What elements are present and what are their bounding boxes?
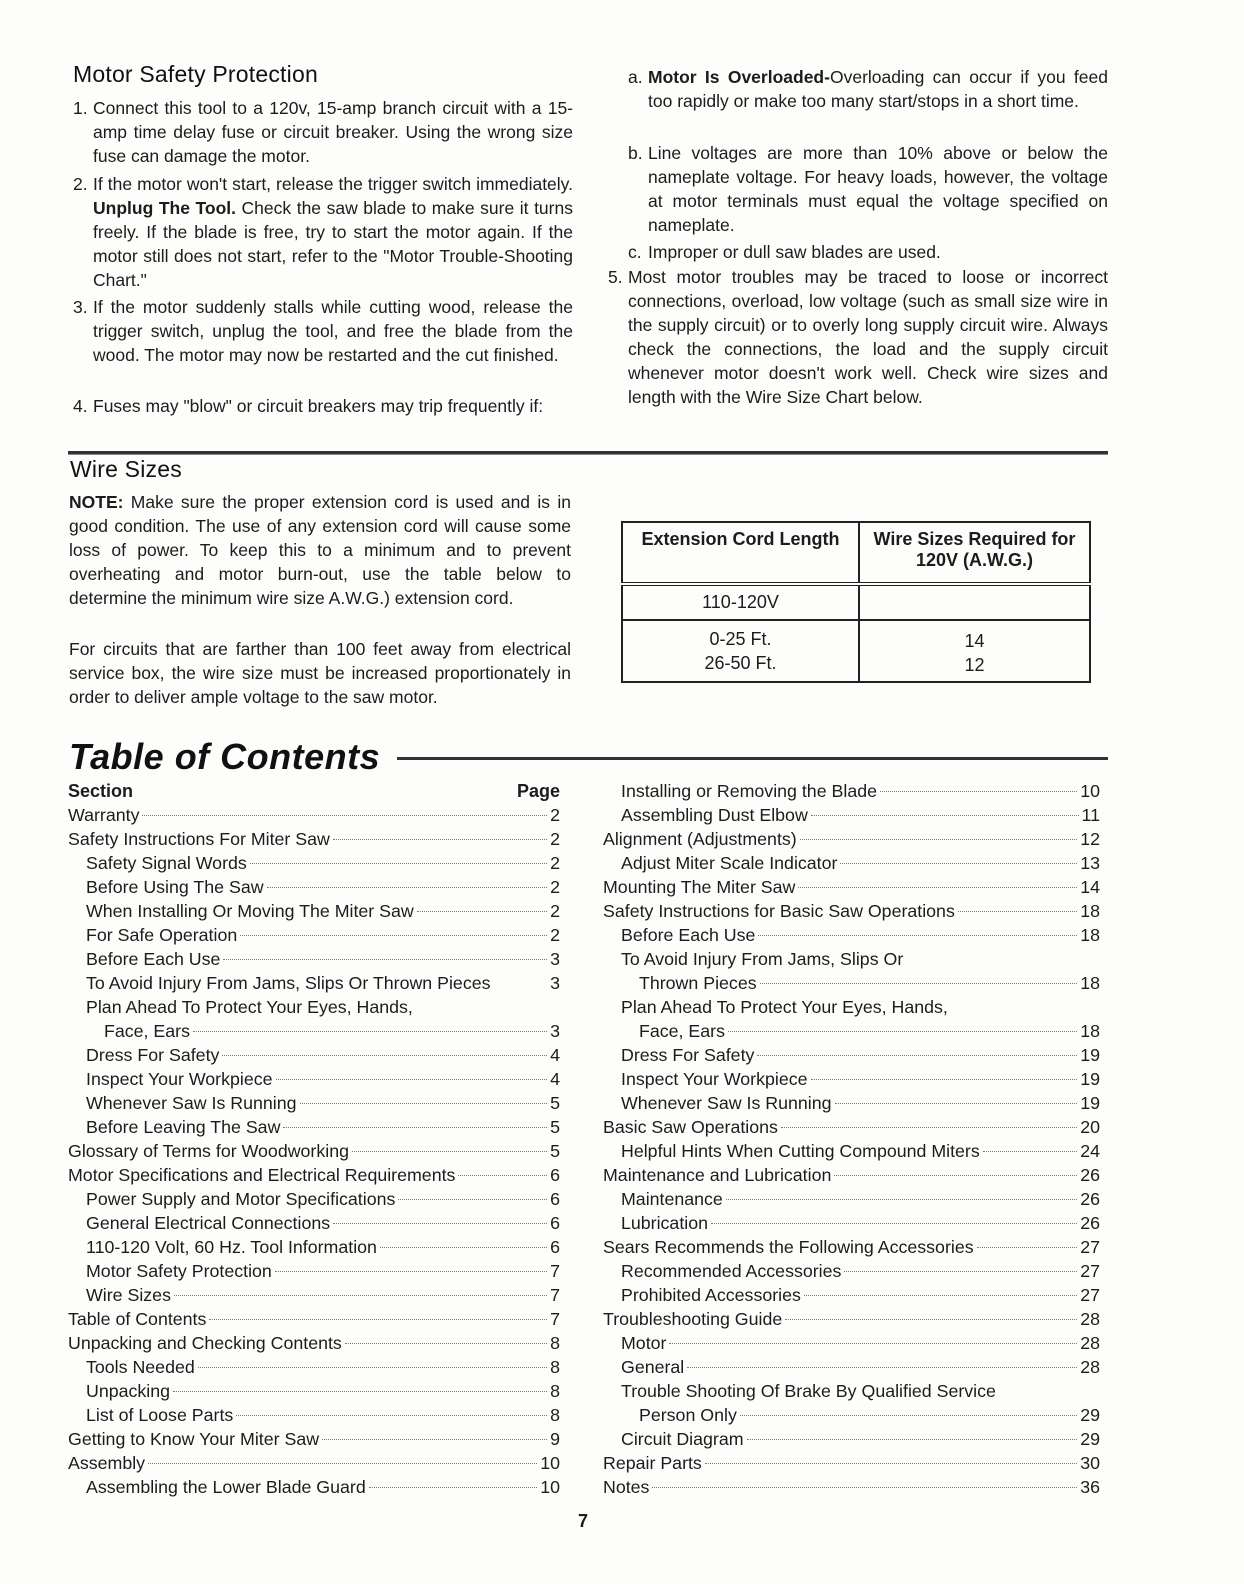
toc-entry-page: 8 <box>550 1357 560 1377</box>
toc-entry-page: 19 <box>1080 1069 1100 1089</box>
item-number: b. <box>628 143 643 163</box>
toc-entry-page: 12 <box>1080 829 1100 849</box>
toc-entry-page: 2 <box>550 805 560 825</box>
section-divider <box>68 451 1108 455</box>
toc-leader-dots <box>300 1103 548 1104</box>
toc-leader-dots <box>977 1247 1078 1248</box>
toc-right-list <box>603 779 1100 1499</box>
toc-entry-title: To Avoid Injury From Jams, Slips Or Thrown Pieces <box>86 973 491 993</box>
toc-entry <box>68 851 560 875</box>
toc-entry-page: 10 <box>540 1453 560 1473</box>
toc-leader-dots <box>958 911 1077 912</box>
toc-entry-page: 4 <box>550 1069 560 1089</box>
toc-entry-title: Assembling the Lower Blade Guard <box>86 1477 366 1497</box>
toc-entry-title: Unpacking and Checking Contents <box>68 1333 342 1353</box>
toc-entry-page: 24 <box>1080 1141 1100 1161</box>
motor-safety-sub-b <box>628 141 1108 237</box>
toc-leader-dots <box>193 1031 547 1032</box>
toc-entry <box>68 1283 560 1307</box>
toc-entry-title: Helpful Hints When Cutting Compound Miters <box>621 1141 980 1161</box>
table-cell: 14 <box>964 631 985 651</box>
toc-entry-title: Inspect Your Workpiece <box>86 1069 273 1089</box>
item-text: If the motor won't start, release the trigger switch immediately. <box>93 174 573 194</box>
toc-entry-page: 10 <box>540 1477 560 1497</box>
toc-entry-page: 27 <box>1080 1237 1100 1257</box>
toc-entry <box>68 1475 560 1499</box>
toc-entry-page: 3 <box>550 1021 560 1041</box>
toc-left-list <box>68 803 560 1499</box>
toc-leader-dots <box>747 1439 1078 1440</box>
toc-entry-title: Trouble Shooting Of Brake By Qualified Service <box>621 1381 996 1401</box>
toc-entry-title: Whenever Saw Is Running <box>86 1093 297 1113</box>
toc-leader-dots <box>209 1319 547 1320</box>
toc-entry-page: 9 <box>550 1429 560 1449</box>
motor-safety-item-5 <box>608 265 1108 409</box>
item-number: 1. <box>73 98 88 118</box>
item-text: Check the saw blade to make sure it turns freely. If the blade is free, try to start the motor again. If the motor still does not start, refer to the "Motor Trouble-Shooting Chart." <box>93 198 573 290</box>
toc-title-rule <box>397 757 1108 760</box>
col-header-wire-size: Wire Sizes Required for 120V (A.W.G.) <box>859 522 1090 584</box>
toc-leader-dots <box>174 1295 547 1296</box>
table-cell: 12 <box>964 655 985 675</box>
toc-leader-dots <box>785 1319 1077 1320</box>
toc-leader-dots <box>880 791 1077 792</box>
motor-safety-item-3 <box>73 295 573 367</box>
toc-entry-page: 28 <box>1080 1357 1100 1377</box>
toc-entry <box>68 1451 560 1475</box>
toc-entry-title: Tools Needed <box>86 1357 195 1377</box>
toc-entry-page: 6 <box>550 1189 560 1209</box>
toc-entry-title: Sears Recommends the Following Accessories <box>603 1237 974 1257</box>
toc-leader-dots <box>811 815 1079 816</box>
page-number: 7 <box>578 1511 589 1531</box>
toc-entry-page: 3 <box>550 949 560 969</box>
toc-entry-title: Inspect Your Workpiece <box>621 1069 808 1089</box>
toc-entry <box>603 1427 1100 1451</box>
toc-leader-dots <box>380 1247 547 1248</box>
toc-entry-title: Circuit Diagram <box>621 1429 744 1449</box>
toc-leader-dots <box>669 1343 1077 1344</box>
motor-safety-sub-a <box>628 65 1108 113</box>
toc-entry <box>603 1091 1100 1115</box>
motor-safety-item-1 <box>73 96 573 168</box>
toc-entry-title: Power Supply and Motor Specifications <box>86 1189 396 1209</box>
toc-entry <box>603 1115 1100 1139</box>
toc-leader-dots <box>728 1031 1077 1032</box>
toc-entry-page: 18 <box>1080 901 1100 921</box>
toc-entry-page: 2 <box>550 925 560 945</box>
voltage-row-empty <box>859 584 1090 620</box>
toc-entry <box>603 1067 1100 1091</box>
voltage-row-label: 110-120V <box>622 584 859 620</box>
toc-entry-title: Table of Contents <box>68 1309 207 1329</box>
toc-entry-title: Maintenance and Lubrication <box>603 1165 832 1185</box>
toc-entry-title: Repair Parts <box>603 1453 702 1473</box>
toc-leader-dots <box>148 1463 537 1464</box>
toc-leader-dots <box>345 1343 547 1344</box>
toc-leader-dots <box>142 815 547 816</box>
toc-entry-title: Notes <box>603 1477 650 1497</box>
item-text: Connect this tool to a 120v, 15-amp branch circuit with a 15-amp time delay fuse or circuit breaker. Using the wrong size fuse can damage the motor. <box>93 98 573 166</box>
toc-entry <box>603 1475 1100 1499</box>
toc-leader-dots <box>236 1415 547 1416</box>
toc-entry-page: 29 <box>1080 1429 1100 1449</box>
toc-entry-title: Plan Ahead To Protect Your Eyes, Hands, <box>621 997 948 1017</box>
toc-leader-dots <box>275 1271 547 1272</box>
toc-entry <box>68 1115 560 1139</box>
toc-entry-page: 19 <box>1080 1045 1100 1065</box>
toc-entry <box>68 1427 560 1451</box>
toc-entry <box>603 1211 1100 1235</box>
toc-entry <box>68 1307 560 1331</box>
toc-entry-page: 6 <box>550 1237 560 1257</box>
toc-right-column <box>603 779 1100 1499</box>
toc-leader-dots <box>811 1079 1078 1080</box>
toc-title: Table of Contents <box>69 736 381 777</box>
toc-entry-page: 14 <box>1080 877 1100 897</box>
toc-entry-title: Safety Signal Words <box>86 853 247 873</box>
toc-leader-dots <box>687 1367 1077 1368</box>
toc-leader-dots <box>652 1487 1077 1488</box>
toc-entry-page: 18 <box>1080 925 1100 945</box>
motor-safety-item-2 <box>73 172 573 292</box>
item-number: c. <box>628 242 642 262</box>
toc-entry-page: 26 <box>1080 1165 1100 1185</box>
size-values <box>859 620 1090 682</box>
toc-leader-dots <box>798 887 1077 888</box>
toc-leader-dots <box>758 935 1077 936</box>
toc-entry <box>68 995 560 1019</box>
wire-sizes-paragraph: For circuits that are farther than 100 feet away from electrical service box, the wire size must be increased proportionately in order to deliver ample voltage to the saw motor. <box>69 639 571 707</box>
toc-entry-title: Plan Ahead To Protect Your Eyes, Hands, <box>86 997 413 1017</box>
toc-entry-page: 13 <box>1080 853 1100 873</box>
toc-leader-dots <box>267 887 548 888</box>
toc-entry-page: 5 <box>550 1141 560 1161</box>
toc-entry <box>603 827 1100 851</box>
toc-entry <box>603 1307 1100 1331</box>
toc-leader-dots <box>711 1223 1077 1224</box>
table-cell: 26-50 Ft. <box>704 653 777 673</box>
toc-entry <box>68 1235 560 1259</box>
toc-entry <box>68 971 560 995</box>
toc-entry <box>603 1187 1100 1211</box>
toc-entry-title: Person Only <box>639 1405 737 1425</box>
toc-entry-page: 18 <box>1080 973 1100 993</box>
toc-entry <box>68 1331 560 1355</box>
toc-entry-title: Whenever Saw Is Running <box>621 1093 832 1113</box>
item-text: Line voltages are more than 10% above or below the nameplate voltage. For heavy loads, however, the voltage at motor terminals must equal the voltage specified on nameplate. <box>648 143 1108 235</box>
toc-entry-title: Safety Instructions For Miter Saw <box>68 829 330 849</box>
toc-entry-title: Assembling Dust Elbow <box>621 805 808 825</box>
toc-entry <box>603 1043 1100 1067</box>
toc-leader-dots <box>333 839 547 840</box>
motor-safety-heading: Motor Safety Protection <box>73 61 318 87</box>
toc-entry-title: Maintenance <box>621 1189 723 1209</box>
toc-entry <box>603 851 1100 875</box>
toc-entry-page: 7 <box>550 1285 560 1305</box>
toc-entry-title: Face, Ears <box>104 1021 190 1041</box>
toc-entry-page: 26 <box>1080 1213 1100 1233</box>
toc-entry <box>68 1091 560 1115</box>
motor-safety-sub-c <box>628 240 1108 264</box>
toc-entry-page: 11 <box>1081 805 1100 825</box>
toc-entry <box>603 1235 1100 1259</box>
toc-leader-dots <box>804 1295 1077 1296</box>
item-number: 2. <box>73 174 88 194</box>
toc-entry-title: Safety Instructions for Basic Saw Operations <box>603 901 955 921</box>
toc-entry-page: 7 <box>550 1309 560 1329</box>
toc-entry-title: To Avoid Injury From Jams, Slips Or <box>621 949 904 969</box>
toc-entry-page: 36 <box>1080 1477 1100 1497</box>
toc-entry-title: Wire Sizes <box>86 1285 171 1305</box>
toc-entry <box>68 827 560 851</box>
toc-entry <box>603 995 1100 1019</box>
toc-leader-dots <box>240 935 547 936</box>
toc-entry-page: 5 <box>550 1093 560 1113</box>
toc-entry-page: 8 <box>550 1333 560 1353</box>
item-text: Overloading can occur if you feed too rapidly or make too many start/stops in a short time. <box>648 67 1108 111</box>
item-text: If the motor suddenly stalls while cutting wood, release the trigger switch, unplug the tool, and free the blade from the wood. The motor may now be restarted and the cut finished. <box>93 297 573 365</box>
toc-column-header <box>68 779 560 803</box>
toc-entry-title: Basic Saw Operations <box>603 1117 778 1137</box>
toc-entry-title: Troubleshooting Guide <box>603 1309 783 1329</box>
toc-entry-title: Mounting The Miter Saw <box>603 877 796 897</box>
motor-safety-item-4 <box>73 394 573 418</box>
toc-leader-dots <box>223 959 547 960</box>
toc-leader-dots <box>740 1415 1077 1416</box>
toc-entry-title: Motor Specifications and Electrical Requirements <box>68 1165 456 1185</box>
toc-entry-page: 18 <box>1080 1021 1100 1041</box>
item-number: 5. <box>608 267 623 287</box>
toc-entry-title: For Safe Operation <box>86 925 238 945</box>
length-values <box>622 620 859 682</box>
toc-left-column <box>68 779 560 1499</box>
item-bold-text: Motor Is Overloaded- <box>648 67 830 87</box>
toc-entry <box>603 971 1100 995</box>
toc-entry-page: 6 <box>550 1165 560 1185</box>
toc-leader-dots <box>983 1151 1077 1152</box>
toc-entry-title: Before Each Use <box>86 949 221 969</box>
toc-entry-page: 2 <box>550 901 560 921</box>
toc-entry-page: 19 <box>1080 1093 1100 1113</box>
toc-leader-dots <box>352 1151 547 1152</box>
toc-entry <box>68 1211 560 1235</box>
toc-entry <box>68 1163 560 1187</box>
toc-entry <box>603 779 1100 803</box>
toc-entry-page: 28 <box>1080 1309 1100 1329</box>
toc-entry-title: List of Loose Parts <box>86 1405 234 1425</box>
toc-section-label: Section <box>68 781 134 801</box>
toc-entry <box>603 947 1100 971</box>
wire-sizes-note <box>69 490 571 610</box>
toc-entry <box>603 923 1100 947</box>
toc-entry-title: Before Leaving The Saw <box>86 1117 281 1137</box>
toc-entry <box>68 947 560 971</box>
toc-entry-page: 2 <box>550 829 560 849</box>
toc-entry-page: 29 <box>1080 1405 1100 1425</box>
toc-entry <box>603 1139 1100 1163</box>
toc-entry-page: 2 <box>550 877 560 897</box>
toc-entry <box>603 1259 1100 1283</box>
toc-leader-dots <box>834 1175 1077 1176</box>
toc-entry-page: 4 <box>550 1045 560 1065</box>
toc-entry-title: Dress For Safety <box>621 1045 755 1065</box>
toc-entry <box>68 923 560 947</box>
wire-sizes-heading: Wire Sizes <box>70 456 182 482</box>
wire-size-table <box>621 521 1091 683</box>
toc-entry <box>68 1403 560 1427</box>
item-number: a. <box>628 67 643 87</box>
toc-leader-dots <box>276 1079 548 1080</box>
toc-entry <box>68 1139 560 1163</box>
toc-leader-dots <box>222 1055 547 1056</box>
note-label: NOTE: <box>69 492 124 512</box>
toc-entry <box>68 803 560 827</box>
toc-entry-title: Adjust Miter Scale Indicator <box>621 853 838 873</box>
toc-entry-title: Glossary of Terms for Woodworking <box>68 1141 349 1161</box>
toc-entry-title: Warranty <box>68 805 140 825</box>
toc-entry-title: Getting to Know Your Miter Saw <box>68 1429 320 1449</box>
item-text: Fuses may "blow" or circuit breakers may trip frequently if: <box>93 396 544 416</box>
toc-leader-dots <box>458 1175 547 1176</box>
toc-entry-title: Unpacking <box>86 1381 171 1401</box>
toc-entry-page: 30 <box>1080 1453 1100 1473</box>
toc-entry <box>603 803 1100 827</box>
toc-entry <box>68 1355 560 1379</box>
toc-leader-dots <box>840 863 1077 864</box>
item-text: Most motor troubles may be traced to loose or incorrect connections, overload, low voltage (such as small size wire in the supply circuit) or to overly long supply circuit wire. Always check the connections, the load and the supply circuit whenever motor doesn't work well. Check wire sizes and length with the Wire Size Chart below. <box>628 267 1108 407</box>
toc-entry-title: Before Each Use <box>621 925 756 945</box>
toc-entry-title: Thrown Pieces <box>639 973 757 993</box>
toc-entry-title: Motor Safety Protection <box>86 1261 272 1281</box>
toc-leader-dots <box>173 1391 547 1392</box>
toc-entry-title: Dress For Safety <box>86 1045 220 1065</box>
toc-entry <box>68 1043 560 1067</box>
note-text: Make sure the proper extension cord is used and is in good condition. The use of any extension cord will cause some loss of power. To keep this to a minimum and to prevent overheating and motor burn-out, use the table below to determine the minimum wire size A.W.G.) extension cord. <box>69 492 571 608</box>
toc-leader-dots <box>398 1199 547 1200</box>
toc-entry-page: 8 <box>550 1405 560 1425</box>
toc-entry-page: 27 <box>1080 1285 1100 1305</box>
toc-leader-dots <box>322 1439 547 1440</box>
table-cell: 0-25 Ft. <box>709 629 772 649</box>
toc-leader-dots <box>333 1223 547 1224</box>
toc-entry-title: Prohibited Accessories <box>621 1285 801 1305</box>
toc-entry-title: Face, Ears <box>639 1021 725 1041</box>
toc-entry <box>603 1451 1100 1475</box>
toc-leader-dots <box>198 1367 547 1368</box>
toc-leader-dots <box>844 1271 1077 1272</box>
toc-entry-page: 3 <box>550 973 560 993</box>
toc-leader-dots <box>283 1127 547 1128</box>
toc-leader-dots <box>800 839 1078 840</box>
item-bold-text: Unplug The Tool. <box>93 198 236 218</box>
toc-entry <box>603 875 1100 899</box>
toc-leader-dots <box>369 1487 538 1488</box>
toc-entry-page: 5 <box>550 1117 560 1137</box>
item-text: Improper or dull saw blades are used. <box>648 242 941 262</box>
toc-entry-page: 6 <box>550 1213 560 1233</box>
toc-entry <box>68 1379 560 1403</box>
toc-entry-title: Installing or Removing the Blade <box>621 781 877 801</box>
toc-entry-title: Motor <box>621 1333 667 1353</box>
toc-leader-dots <box>835 1103 1078 1104</box>
toc-entry-page: 2 <box>550 853 560 873</box>
toc-entry-page: 27 <box>1080 1261 1100 1281</box>
toc-entry-title: Assembly <box>68 1453 146 1473</box>
toc-entry <box>603 899 1100 923</box>
toc-entry <box>603 1019 1100 1043</box>
toc-entry-title: Recommended Accessories <box>621 1261 842 1281</box>
toc-leader-dots <box>760 983 1078 984</box>
toc-entry <box>68 1019 560 1043</box>
toc-page-label: Page <box>516 781 560 801</box>
toc-leader-dots <box>417 911 547 912</box>
toc-entry <box>603 1403 1100 1427</box>
toc-entry <box>68 1067 560 1091</box>
toc-entry-title: 110-120 Volt, 60 Hz. Tool Information <box>86 1237 377 1257</box>
toc-entry-page: 8 <box>550 1381 560 1401</box>
toc-entry <box>603 1283 1100 1307</box>
toc-entry-title: Lubrication <box>621 1213 708 1233</box>
toc-entry-page: 26 <box>1080 1189 1100 1209</box>
toc-entry <box>603 1163 1100 1187</box>
toc-entry-page: 20 <box>1080 1117 1100 1137</box>
toc-entry-title: General <box>621 1357 685 1377</box>
toc-entry-page: 7 <box>550 1261 560 1281</box>
toc-entry-title: Before Using The Saw <box>86 877 264 897</box>
toc-entry-page: 10 <box>1080 781 1100 801</box>
toc-leader-dots <box>757 1055 1077 1056</box>
toc-entry <box>603 1379 1100 1403</box>
toc-entry-title: General Electrical Connections <box>86 1213 331 1233</box>
item-number: 4. <box>73 396 88 416</box>
toc-entry <box>603 1331 1100 1355</box>
toc-entry-page: 28 <box>1080 1333 1100 1353</box>
toc-leader-dots <box>250 863 547 864</box>
item-number: 3. <box>73 297 88 317</box>
toc-entry <box>68 1187 560 1211</box>
toc-leader-dots <box>726 1199 1077 1200</box>
toc-entry-title: Alignment (Adjustments) <box>603 829 797 849</box>
col-header-length: Extension Cord Length <box>622 522 859 584</box>
toc-entry <box>68 875 560 899</box>
toc-entry <box>68 1259 560 1283</box>
toc-leader-dots <box>781 1127 1077 1128</box>
toc-entry <box>603 1355 1100 1379</box>
toc-entry <box>68 899 560 923</box>
toc-leader-dots <box>705 1463 1077 1464</box>
toc-entry-title: When Installing Or Moving The Miter Saw <box>86 901 414 921</box>
